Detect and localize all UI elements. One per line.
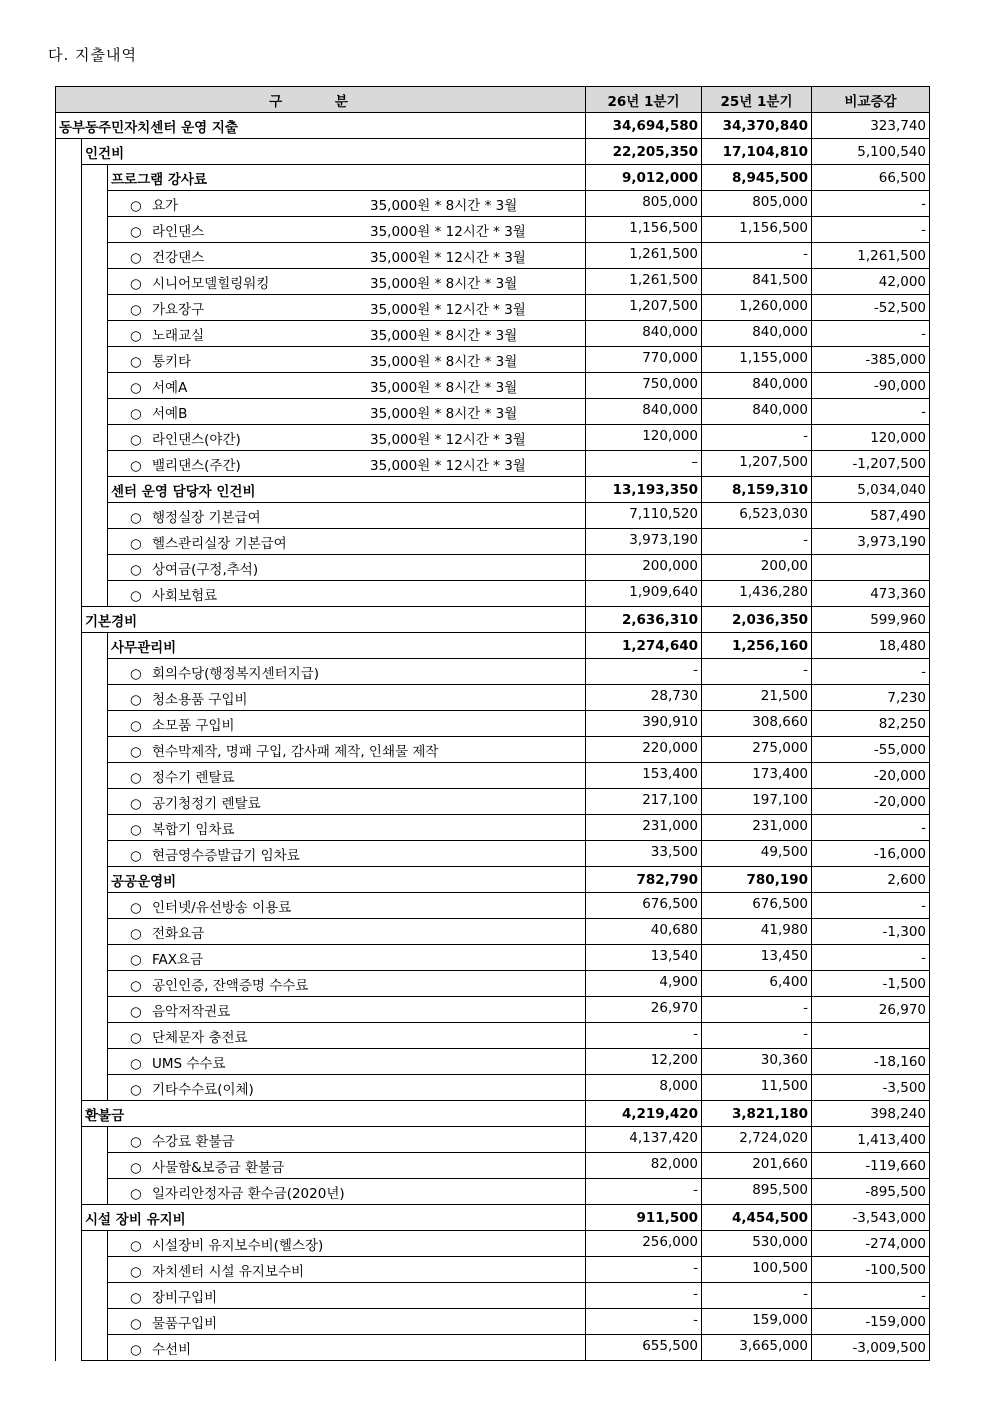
cell-25q1: 840,000 <box>702 321 812 347</box>
cell-25q1: 231,000 <box>702 815 812 841</box>
table-row <box>56 633 930 659</box>
bullet-circle: ○ <box>130 587 142 604</box>
table-row <box>56 1179 930 1205</box>
table-row <box>56 217 930 243</box>
bullet-circle: ○ <box>130 1081 142 1098</box>
cell-25q1: 11,500 <box>702 1075 812 1101</box>
table-row <box>56 347 930 373</box>
cell-25q1: 1,156,500 <box>702 217 812 243</box>
row-label: ○ 사물함&보증금 환불금 <box>108 1153 586 1179</box>
cell-25q1: 530,000 <box>702 1231 812 1257</box>
bullet-circle: ○ <box>130 1133 142 1150</box>
cell-diff: -159,000 <box>812 1309 930 1335</box>
row-label: ○ 전화요금 <box>108 919 586 945</box>
bullet-circle: ○ <box>130 717 142 734</box>
cell-26q1: 220,000 <box>586 737 702 763</box>
cell-diff: -274,000 <box>812 1231 930 1257</box>
row-label: ○ 건강댄스 35,000원 * 12시간 * 3월 <box>108 243 586 269</box>
table-body <box>56 113 930 1361</box>
cell-25q1: 2,036,350 <box>702 607 812 633</box>
cell-25q1: 840,000 <box>702 373 812 399</box>
bullet-circle: ○ <box>130 795 142 812</box>
cell-25q1: 49,500 <box>702 841 812 867</box>
cell-26q1: 1,156,500 <box>586 217 702 243</box>
row-label: ○ 공인인증, 잔액증명 수수료 <box>108 971 586 997</box>
cell-diff: 5,100,540 <box>812 139 930 165</box>
cell-25q1: 1,260,000 <box>702 295 812 321</box>
cell-diff: -16,000 <box>812 841 930 867</box>
cell-diff: 473,360 <box>812 581 930 607</box>
cell-diff: -55,000 <box>812 737 930 763</box>
cell-25q1: 100,500 <box>702 1257 812 1283</box>
bullet-circle: ○ <box>130 951 142 968</box>
cell-25q1: - <box>702 659 812 685</box>
cell-26q1: - <box>586 1309 702 1335</box>
table-row <box>56 1283 930 1309</box>
cell-26q1: 28,730 <box>586 685 702 711</box>
table-row <box>56 1127 930 1153</box>
header-26q1: 26년 1분기 <box>586 87 702 113</box>
cell-26q1: - <box>586 659 702 685</box>
row-formula: 35,000원 * 8시간 * 3월 <box>370 405 518 422</box>
table-row <box>56 971 930 997</box>
section-title: 다. 지출내역 <box>48 46 137 64</box>
bullet-circle: ○ <box>130 457 142 474</box>
table-row <box>56 841 930 867</box>
cell-26q1: 256,000 <box>586 1231 702 1257</box>
cell-diff: -119,660 <box>812 1153 930 1179</box>
table-row <box>56 581 930 607</box>
row-label: ○ 가요장구 35,000원 * 12시간 * 3월 <box>108 295 586 321</box>
table-row <box>56 1049 930 1075</box>
cell-diff: 5,034,040 <box>812 477 930 503</box>
cell-26q1: 1,274,640 <box>586 633 702 659</box>
row-formula: 35,000원 * 8시간 * 3월 <box>370 275 518 292</box>
cell-diff: 26,970 <box>812 997 930 1023</box>
table-row <box>56 1075 930 1101</box>
row-label: ○ 기타수수료(이체) <box>108 1075 586 1101</box>
table-row <box>56 1257 930 1283</box>
cell-26q1: 840,000 <box>586 399 702 425</box>
row-label: ○ 시니어모델힐링워킹 35,000원 * 8시간 * 3월 <box>108 269 586 295</box>
cell-26q1: 200,000 <box>586 555 702 581</box>
row-label: ○ 단체문자 충전료 <box>108 1023 586 1049</box>
cell-26q1: - <box>586 1257 702 1283</box>
cell-25q1: 4,454,500 <box>702 1205 812 1231</box>
cell-25q1: 8,945,500 <box>702 165 812 191</box>
table-row <box>56 893 930 919</box>
bullet-circle: ○ <box>130 223 142 240</box>
bullet-circle: ○ <box>130 743 142 760</box>
bullet-circle: ○ <box>130 1263 142 1280</box>
table-row <box>56 945 930 971</box>
table-header-row <box>56 87 930 113</box>
row-label: ○ 시설장비 유지보수비(헬스장) <box>108 1231 586 1257</box>
table-row <box>56 1101 930 1127</box>
cell-25q1: 6,523,030 <box>702 503 812 529</box>
cell-25q1: 13,450 <box>702 945 812 971</box>
header-diff: 비교증감 <box>812 87 930 113</box>
table-row <box>56 243 930 269</box>
bullet-circle: ○ <box>130 431 142 448</box>
table-row <box>56 477 930 503</box>
row-label: ○ 청소용품 구입비 <box>108 685 586 711</box>
cell-25q1: 308,660 <box>702 711 812 737</box>
row-label: ○ 밸리댄스(주간) 35,000원 * 12시간 * 3월 <box>108 451 586 477</box>
row-label: 프로그램 강사료 <box>108 165 586 191</box>
cell-diff: -385,000 <box>812 347 930 373</box>
bullet-circle: ○ <box>130 197 142 214</box>
bullet-circle: ○ <box>130 1029 142 1046</box>
table-row <box>56 1205 930 1231</box>
cell-26q1: 676,500 <box>586 893 702 919</box>
cell-25q1: - <box>702 997 812 1023</box>
cell-diff: - <box>812 399 930 425</box>
cell-26q1: 805,000 <box>586 191 702 217</box>
bullet-circle: ○ <box>130 1055 142 1072</box>
cell-26q1: 217,100 <box>586 789 702 815</box>
cell-25q1: 41,980 <box>702 919 812 945</box>
row-label: ○ 정수기 렌탈료 <box>108 763 586 789</box>
cell-25q1: 3,821,180 <box>702 1101 812 1127</box>
cell-diff: - <box>812 217 930 243</box>
table-row <box>56 399 930 425</box>
cell-diff: 3,973,190 <box>812 529 930 555</box>
bullet-circle: ○ <box>130 249 142 266</box>
bullet-circle: ○ <box>130 327 142 344</box>
cell-diff: -895,500 <box>812 1179 930 1205</box>
cell-diff: - <box>812 815 930 841</box>
row-label: ○ 서예B 35,000원 * 8시간 * 3월 <box>108 399 586 425</box>
cell-26q1: 153,400 <box>586 763 702 789</box>
cell-diff: -20,000 <box>812 789 930 815</box>
cell-25q1: - <box>702 1023 812 1049</box>
row-label: ○ 노래교실 35,000원 * 8시간 * 3월 <box>108 321 586 347</box>
row-formula: 35,000원 * 12시간 * 3월 <box>370 249 526 266</box>
row-label: ○ 현수막제작, 명패 구입, 감사패 제작, 인쇄물 제작 <box>108 737 586 763</box>
cell-25q1: 895,500 <box>702 1179 812 1205</box>
cell-25q1: 275,000 <box>702 737 812 763</box>
table-row <box>56 321 930 347</box>
table-row <box>56 1153 930 1179</box>
cell-25q1: 17,104,810 <box>702 139 812 165</box>
cell-25q1: 200,00 <box>702 555 812 581</box>
bullet-circle: ○ <box>130 561 142 578</box>
table-row <box>56 529 930 555</box>
table-row <box>56 997 930 1023</box>
cell-diff: 398,240 <box>812 1101 930 1127</box>
cell-diff: -1,207,500 <box>812 451 930 477</box>
row-label: ○ 음악저작권료 <box>108 997 586 1023</box>
row-label: ○ 통키타 35,000원 * 8시간 * 3월 <box>108 347 586 373</box>
cell-26q1: 750,000 <box>586 373 702 399</box>
cell-diff: -52,500 <box>812 295 930 321</box>
cell-diff: 1,261,500 <box>812 243 930 269</box>
cell-26q1: 7,110,520 <box>586 503 702 529</box>
table-row <box>56 555 930 581</box>
cell-26q1: 12,200 <box>586 1049 702 1075</box>
cell-diff: - <box>812 191 930 217</box>
cell-26q1: 655,500 <box>586 1335 702 1361</box>
table-row <box>56 763 930 789</box>
cell-diff: -1,300 <box>812 919 930 945</box>
row-label: ○ 라인댄스(야간) 35,000원 * 12시간 * 3월 <box>108 425 586 451</box>
table-row <box>56 867 930 893</box>
bullet-circle: ○ <box>130 509 142 526</box>
row-label: ○ 회의수당(행정복지센터지급) <box>108 659 586 685</box>
cell-25q1: 159,000 <box>702 1309 812 1335</box>
row-label: ○ 물품구입비 <box>108 1309 586 1335</box>
row-label: ○ 수선비 <box>108 1335 586 1361</box>
cell-26q1: 40,680 <box>586 919 702 945</box>
cell-diff: - <box>812 321 930 347</box>
row-label: ○ 상여금(구정,추석) <box>108 555 586 581</box>
cell-diff: 7,230 <box>812 685 930 711</box>
cell-25q1: - <box>702 529 812 555</box>
cell-diff: 66,500 <box>812 165 930 191</box>
cell-26q1: - <box>586 1023 702 1049</box>
cell-diff: 18,480 <box>812 633 930 659</box>
cell-diff: -1,500 <box>812 971 930 997</box>
row-label: ○ 행정실장 기본급여 <box>108 503 586 529</box>
table-row <box>56 737 930 763</box>
row-label: ○ 수강료 환불금 <box>108 1127 586 1153</box>
row-formula: 35,000원 * 12시간 * 3월 <box>370 301 526 318</box>
cell-26q1: 13,193,350 <box>586 477 702 503</box>
table-row <box>56 451 930 477</box>
cell-25q1: 1,436,280 <box>702 581 812 607</box>
bullet-circle: ○ <box>130 769 142 786</box>
row-label: 환불금 <box>82 1101 586 1127</box>
cell-26q1: 8,000 <box>586 1075 702 1101</box>
bullet-circle: ○ <box>130 1003 142 1020</box>
bullet-circle: ○ <box>130 977 142 994</box>
cell-25q1: - <box>702 1283 812 1309</box>
cell-25q1: 1,207,500 <box>702 451 812 477</box>
table-row <box>56 1023 930 1049</box>
row-label: ○ 자치센터 시설 유지보수비 <box>108 1257 586 1283</box>
table-row <box>56 711 930 737</box>
expense-table <box>55 86 930 1361</box>
cell-25q1: 6,400 <box>702 971 812 997</box>
table-row <box>56 919 930 945</box>
bullet-circle: ○ <box>130 301 142 318</box>
cell-25q1: 780,190 <box>702 867 812 893</box>
cell-diff: -90,000 <box>812 373 930 399</box>
row-label: ○ 요가 35,000원 * 8시간 * 3월 <box>108 191 586 217</box>
row-formula: 35,000원 * 8시간 * 3월 <box>370 379 518 396</box>
bullet-circle: ○ <box>130 1289 142 1306</box>
cell-diff: 2,600 <box>812 867 930 893</box>
bullet-circle: ○ <box>130 275 142 292</box>
cell-25q1: 1,256,160 <box>702 633 812 659</box>
cell-diff: -20,000 <box>812 763 930 789</box>
table-row <box>56 685 930 711</box>
row-label: ○ 서예A 35,000원 * 8시간 * 3월 <box>108 373 586 399</box>
cell-diff: - <box>812 945 930 971</box>
bullet-circle: ○ <box>130 1341 142 1358</box>
bullet-circle: ○ <box>130 665 142 682</box>
cell-25q1: 3,665,000 <box>702 1335 812 1361</box>
cell-26q1: – <box>586 451 702 477</box>
row-label: ○ 일자리안정자금 환수금(2020년) <box>108 1179 586 1205</box>
bullet-circle: ○ <box>130 535 142 552</box>
table-row <box>56 191 930 217</box>
cell-diff: - <box>812 1283 930 1309</box>
row-formula: 35,000원 * 12시간 * 3월 <box>370 457 526 474</box>
cell-26q1: 120,000 <box>586 425 702 451</box>
table-row <box>56 815 930 841</box>
table-row <box>56 789 930 815</box>
row-label: 사무관리비 <box>108 633 586 659</box>
cell-26q1: 1,909,640 <box>586 581 702 607</box>
row-label: ○ 장비구입비 <box>108 1283 586 1309</box>
cell-26q1: 840,000 <box>586 321 702 347</box>
row-label: ○ FAX요금 <box>108 945 586 971</box>
table-row <box>56 165 930 191</box>
bullet-circle: ○ <box>130 925 142 942</box>
row-label: ○ UMS 수수료 <box>108 1049 586 1075</box>
cell-26q1: 3,973,190 <box>586 529 702 555</box>
cell-diff: 587,490 <box>812 503 930 529</box>
cell-diff: 82,250 <box>812 711 930 737</box>
row-label: ○ 현금영수증발급기 임차료 <box>108 841 586 867</box>
cell-diff: -3,500 <box>812 1075 930 1101</box>
cell-25q1: - <box>702 425 812 451</box>
cell-25q1: 201,660 <box>702 1153 812 1179</box>
bullet-circle: ○ <box>130 353 142 370</box>
table-row <box>56 1309 930 1335</box>
cell-26q1: 1,261,500 <box>586 243 702 269</box>
cell-26q1: 2,636,310 <box>586 607 702 633</box>
cell-26q1: 1,261,500 <box>586 269 702 295</box>
cell-26q1: - <box>586 1283 702 1309</box>
cell-diff: -100,500 <box>812 1257 930 1283</box>
cell-26q1: 13,540 <box>586 945 702 971</box>
row-label: 공공운영비 <box>108 867 586 893</box>
cell-25q1: 840,000 <box>702 399 812 425</box>
table-row <box>56 1335 930 1361</box>
cell-diff: 323,740 <box>812 113 930 139</box>
row-label: ○ 공기청정기 렌탈료 <box>108 789 586 815</box>
table-row <box>56 269 930 295</box>
row-label: 동부동주민자치센터 운영 지출 <box>56 113 586 139</box>
cell-26q1: 9,012,000 <box>586 165 702 191</box>
cell-25q1: 173,400 <box>702 763 812 789</box>
cell-diff <box>812 1023 930 1049</box>
bullet-circle: ○ <box>130 1237 142 1254</box>
row-formula: 35,000원 * 8시간 * 3월 <box>370 327 518 344</box>
table-row <box>56 425 930 451</box>
cell-25q1: 8,159,310 <box>702 477 812 503</box>
row-formula: 35,000원 * 8시간 * 3월 <box>370 353 518 370</box>
header-25q1: 25년 1분기 <box>702 87 812 113</box>
table-row <box>56 1231 930 1257</box>
cell-26q1: 390,910 <box>586 711 702 737</box>
cell-26q1: 82,000 <box>586 1153 702 1179</box>
row-label: 센터 운영 담당자 인건비 <box>108 477 586 503</box>
table-row <box>56 503 930 529</box>
cell-diff: -18,160 <box>812 1049 930 1075</box>
cell-25q1: 805,000 <box>702 191 812 217</box>
row-label: ○ 인터넷/유선방송 이용료 <box>108 893 586 919</box>
bullet-circle: ○ <box>130 1159 142 1176</box>
bullet-circle: ○ <box>130 821 142 838</box>
table-row <box>56 373 930 399</box>
bullet-circle: ○ <box>130 847 142 864</box>
bullet-circle: ○ <box>130 691 142 708</box>
cell-26q1: 4,900 <box>586 971 702 997</box>
row-label: ○ 사회보험료 <box>108 581 586 607</box>
cell-26q1: - <box>586 1179 702 1205</box>
cell-diff: -3,543,000 <box>812 1205 930 1231</box>
cell-diff: 1,413,400 <box>812 1127 930 1153</box>
cell-26q1: 4,219,420 <box>586 1101 702 1127</box>
table-row <box>56 139 930 165</box>
cell-25q1: - <box>702 243 812 269</box>
cell-26q1: 1,207,500 <box>586 295 702 321</box>
cell-26q1: 34,694,580 <box>586 113 702 139</box>
table-row <box>56 607 930 633</box>
cell-diff: 120,000 <box>812 425 930 451</box>
bullet-circle: ○ <box>130 1185 142 1202</box>
cell-26q1: 911,500 <box>586 1205 702 1231</box>
bullet-circle: ○ <box>130 379 142 396</box>
cell-25q1: 2,724,020 <box>702 1127 812 1153</box>
row-label: 인건비 <box>82 139 586 165</box>
row-label: 기본경비 <box>82 607 586 633</box>
row-formula: 35,000원 * 12시간 * 3월 <box>370 223 526 240</box>
row-label: 시설 장비 유지비 <box>82 1205 586 1231</box>
cell-diff: 42,000 <box>812 269 930 295</box>
row-label: ○ 라인댄스 35,000원 * 12시간 * 3월 <box>108 217 586 243</box>
cell-diff: - <box>812 893 930 919</box>
cell-26q1: 231,000 <box>586 815 702 841</box>
header-category: 구 분 <box>56 87 586 113</box>
cell-25q1: 34,370,840 <box>702 113 812 139</box>
bullet-circle: ○ <box>130 405 142 422</box>
cell-diff: -3,009,500 <box>812 1335 930 1361</box>
cell-diff: 599,960 <box>812 607 930 633</box>
cell-diff: - <box>812 659 930 685</box>
row-label: ○ 복합기 임차료 <box>108 815 586 841</box>
row-label: ○ 소모품 구입비 <box>108 711 586 737</box>
cell-25q1: 1,155,000 <box>702 347 812 373</box>
table-row <box>56 659 930 685</box>
row-formula: 35,000원 * 12시간 * 3월 <box>370 431 526 448</box>
cell-25q1: 197,100 <box>702 789 812 815</box>
cell-26q1: 26,970 <box>586 997 702 1023</box>
row-label: ○ 헬스관리실장 기본급여 <box>108 529 586 555</box>
table-row <box>56 295 930 321</box>
cell-25q1: 841,500 <box>702 269 812 295</box>
cell-26q1: 22,205,350 <box>586 139 702 165</box>
bullet-circle: ○ <box>130 899 142 916</box>
cell-26q1: 770,000 <box>586 347 702 373</box>
table-row <box>56 113 930 139</box>
cell-26q1: 33,500 <box>586 841 702 867</box>
cell-26q1: 4,137,420 <box>586 1127 702 1153</box>
cell-25q1: 30,360 <box>702 1049 812 1075</box>
cell-26q1: 782,790 <box>586 867 702 893</box>
cell-diff <box>812 555 930 581</box>
row-formula: 35,000원 * 8시간 * 3월 <box>370 197 518 214</box>
cell-25q1: 676,500 <box>702 893 812 919</box>
bullet-circle: ○ <box>130 1315 142 1332</box>
cell-25q1: 21,500 <box>702 685 812 711</box>
